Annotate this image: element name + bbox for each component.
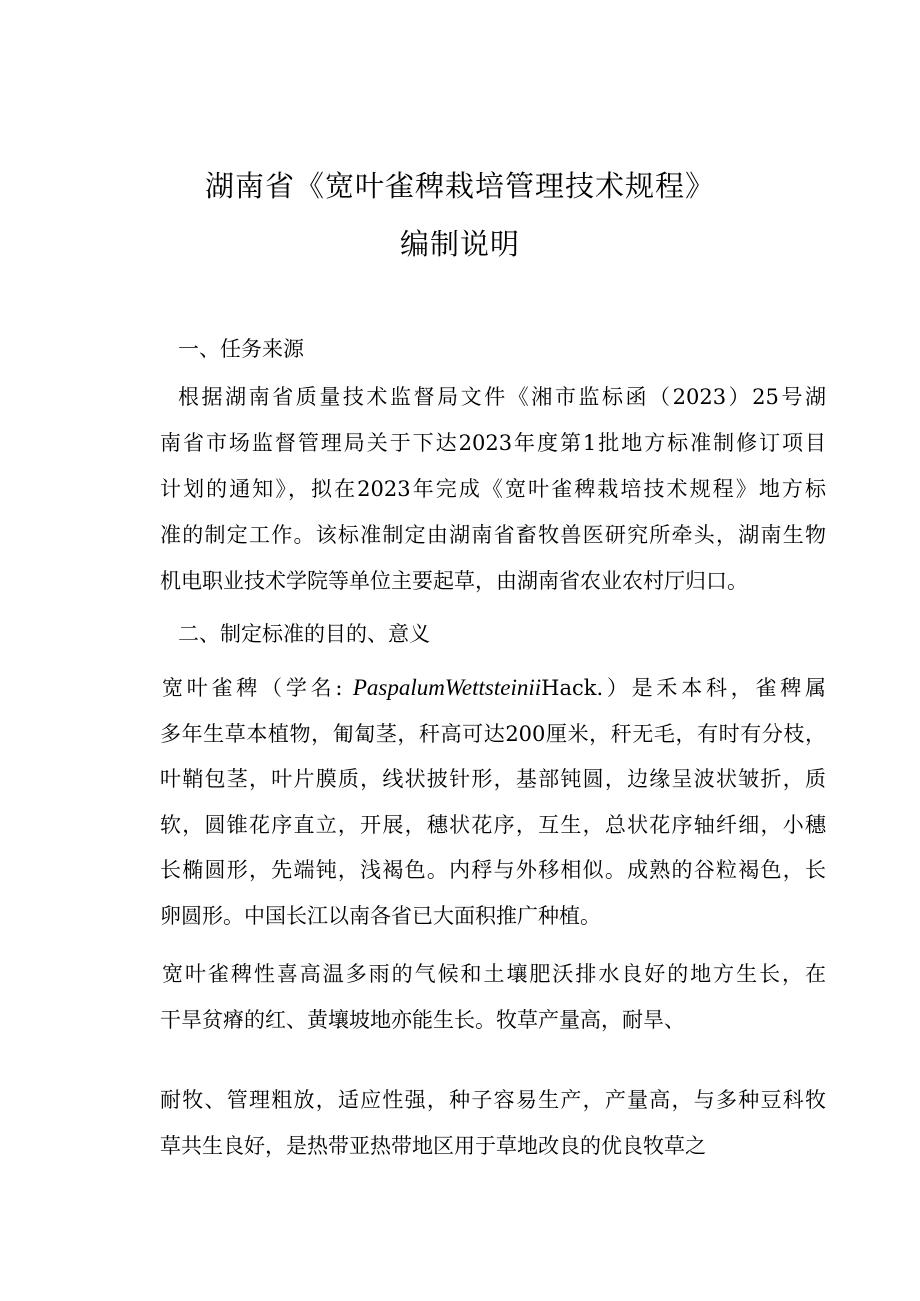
text: 宽叶雀稗（学名:	[162, 676, 353, 700]
paragraph-line: 干旱贫瘠的红、黄壤坡地亦能生长。牧草产量高，耐旱、	[160, 1008, 685, 1032]
paragraph-line: 软，圆锥花序直立，开展，穗状花序，互生，总状花序轴纤细，小穗	[160, 813, 826, 837]
paragraph-line: 草共生良好，是热带亚热带地区用于草地改良的优良牧草之	[160, 1134, 706, 1158]
paragraph-line: 多年生草本植物，匍匐茎，秆高可达200厘米，秆无毛，有时有分枝，	[160, 722, 826, 746]
paragraph-line: 卵圆形。中国长江以南各省已大面积推广种植。	[160, 904, 601, 928]
paragraph-line: 计划的通知》，拟在2023年完成《宽叶雀稗栽培技术规程》地方标	[160, 477, 826, 501]
paragraph-line: 机电职业技术学院等单位主要起草，由湖南省农业农村厅归口。	[160, 569, 748, 593]
document-subtitle: 编制说明	[399, 227, 520, 261]
text: Hack.）是禾本科，雀稗属	[541, 676, 827, 700]
scientific-name: PaspalumWettsteinii	[352, 675, 542, 700]
paragraph-line	[162, 674, 826, 702]
paragraph-line: 根据湖南省质量技术监督局文件《湘市监标函（2023）25号湖	[178, 385, 826, 409]
paragraph-line: 长椭圆形，先端钝，浅褐色。内稃与外移相似。成熟的谷粒褐色，长	[160, 858, 826, 882]
document-title: 湖南省《宽叶雀稗栽培管理技术规程》	[204, 169, 715, 203]
paragraph-line: 叶鞘包茎，叶片膜质，线状披针形，基部钝圆，边缘呈波状皱折，质	[160, 767, 826, 791]
section-heading-2: 二、制定标准的目的、意义	[178, 622, 430, 646]
paragraph-line: 准的制定工作。该标准制定由湖南省畜牧兽医研究所牵头，湖南生物	[160, 523, 826, 547]
paragraph-line: 耐牧、管理粗放，适应性强，种子容易生产，产量高，与多种豆科牧	[160, 1088, 826, 1112]
section-heading-1: 一、任务来源	[178, 337, 304, 361]
paragraph-line: 宽叶雀稗性喜高温多雨的气候和土壤肥沃排水良好的地方生长，在	[162, 962, 826, 986]
paragraph-line: 南省市场监督管理局关于下达2023年度第1批地方标准制修订项目	[160, 431, 826, 455]
